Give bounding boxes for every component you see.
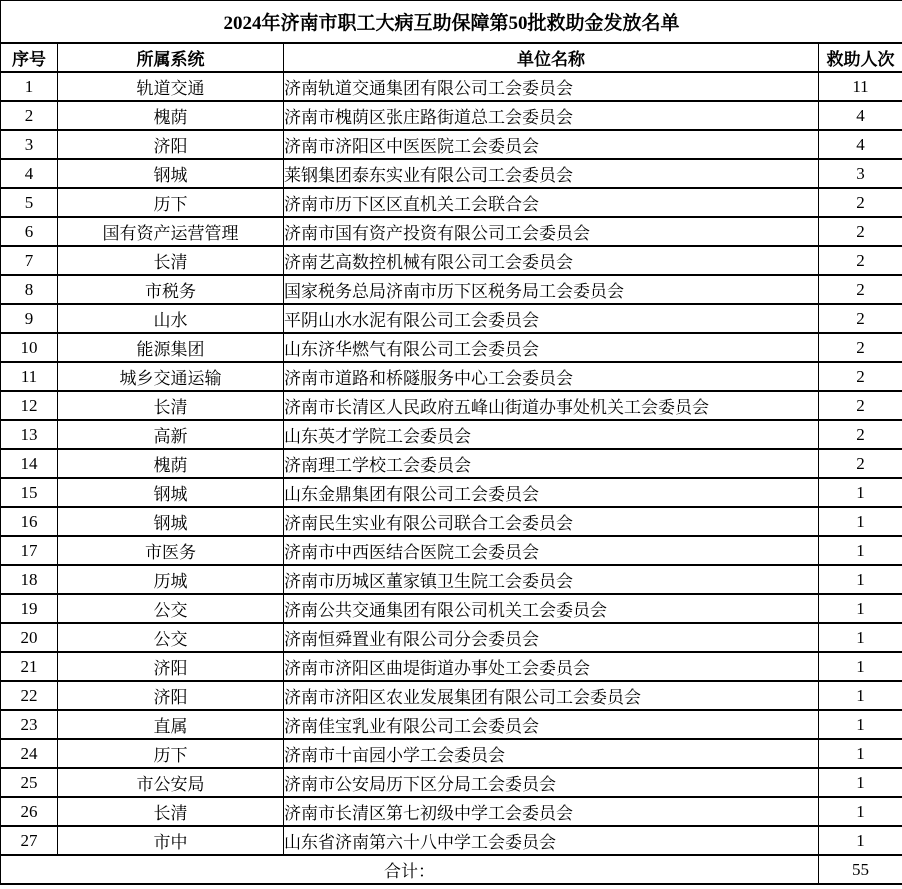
cell-serial: 15 (1, 478, 58, 507)
cell-serial: 24 (1, 739, 58, 768)
total-row (1, 855, 902, 884)
cell-system: 钢城 (58, 507, 284, 536)
cell-unit: 济南市槐荫区张庄路街道总工会委员会 (284, 101, 819, 130)
cell-count: 2 (819, 275, 902, 304)
cell-system: 历下 (58, 739, 284, 768)
cell-system: 市公安局 (58, 768, 284, 797)
cell-serial: 11 (1, 362, 58, 391)
cell-count: 1 (819, 594, 902, 623)
cell-serial: 7 (1, 246, 58, 275)
cell-system: 直属 (58, 710, 284, 739)
table-row (1, 391, 902, 420)
table-row (1, 623, 902, 652)
cell-serial: 3 (1, 130, 58, 159)
cell-count: 2 (819, 362, 902, 391)
cell-system: 市税务 (58, 275, 284, 304)
cell-unit: 山东省济南第六十八中学工会委员会 (284, 826, 819, 855)
cell-count: 1 (819, 478, 902, 507)
cell-unit: 济南市公安局历下区分局工会委员会 (284, 768, 819, 797)
cell-system: 国有资产运营管理 (58, 217, 284, 246)
cell-count: 1 (819, 507, 902, 536)
cell-unit: 济南公共交通集团有限公司机关工会委员会 (284, 594, 819, 623)
cell-system: 历下 (58, 188, 284, 217)
cell-count: 2 (819, 246, 902, 275)
cell-unit: 济南轨道交通集团有限公司工会委员会 (284, 72, 819, 101)
cell-count: 4 (819, 101, 902, 130)
table-row (1, 826, 902, 855)
cell-count: 2 (819, 217, 902, 246)
column-header-count: 救助人次 (819, 43, 902, 72)
table-row (1, 449, 902, 478)
total-label: 合计： (1, 855, 819, 884)
table-row (1, 652, 902, 681)
table-row (1, 681, 902, 710)
header-row (1, 43, 902, 72)
cell-unit: 山东英才学院工会委员会 (284, 420, 819, 449)
cell-unit: 莱钢集团泰东实业有限公司工会委员会 (284, 159, 819, 188)
table-row (1, 565, 902, 594)
cell-system: 市中 (58, 826, 284, 855)
cell-system: 长清 (58, 797, 284, 826)
cell-count: 1 (819, 565, 902, 594)
cell-system: 公交 (58, 623, 284, 652)
cell-unit: 济南市国有资产投资有限公司工会委员会 (284, 217, 819, 246)
cell-count: 1 (819, 681, 902, 710)
cell-serial: 26 (1, 797, 58, 826)
table-row (1, 739, 902, 768)
table-row (1, 768, 902, 797)
table-row (1, 710, 902, 739)
cell-serial: 18 (1, 565, 58, 594)
cell-system: 轨道交通 (58, 72, 284, 101)
cell-unit: 济南恒舜置业有限公司分会委员会 (284, 623, 819, 652)
total-value: 55 (819, 855, 902, 884)
table-row (1, 478, 902, 507)
cell-count: 1 (819, 768, 902, 797)
cell-serial: 23 (1, 710, 58, 739)
cell-unit: 国家税务总局济南市历下区税务局工会委员会 (284, 275, 819, 304)
cell-count: 4 (819, 130, 902, 159)
cell-count: 2 (819, 304, 902, 333)
cell-count: 1 (819, 652, 902, 681)
cell-count: 3 (819, 159, 902, 188)
title-row (1, 1, 902, 44)
cell-unit: 济南市道路和桥隧服务中心工会委员会 (284, 362, 819, 391)
cell-serial: 6 (1, 217, 58, 246)
cell-count: 11 (819, 72, 902, 101)
cell-count: 2 (819, 391, 902, 420)
cell-system: 济阳 (58, 681, 284, 710)
cell-system: 钢城 (58, 159, 284, 188)
cell-serial: 8 (1, 275, 58, 304)
cell-system: 钢城 (58, 478, 284, 507)
table-row (1, 130, 902, 159)
cell-serial: 9 (1, 304, 58, 333)
cell-system: 长清 (58, 391, 284, 420)
table-row (1, 304, 902, 333)
cell-serial: 4 (1, 159, 58, 188)
table-row (1, 217, 902, 246)
cell-system: 槐荫 (58, 449, 284, 478)
table-title: 2024年济南市职工大病互助保障第50批救助金发放名单 (1, 1, 902, 44)
cell-unit: 济南佳宝乳业有限公司工会委员会 (284, 710, 819, 739)
cell-unit: 济南市历下区区直机关工会联合会 (284, 188, 819, 217)
cell-count: 1 (819, 623, 902, 652)
cell-unit: 平阴山水水泥有限公司工会委员会 (284, 304, 819, 333)
cell-count: 1 (819, 536, 902, 565)
cell-unit: 济南市长清区第七初级中学工会委员会 (284, 797, 819, 826)
cell-unit: 济南民生实业有限公司联合工会委员会 (284, 507, 819, 536)
column-header-serial: 序号 (1, 43, 58, 72)
table-row (1, 275, 902, 304)
cell-serial: 17 (1, 536, 58, 565)
cell-system: 槐荫 (58, 101, 284, 130)
cell-count: 2 (819, 449, 902, 478)
cell-serial: 12 (1, 391, 58, 420)
table-row (1, 72, 902, 101)
cell-unit: 济南市历城区董家镇卫生院工会委员会 (284, 565, 819, 594)
cell-system: 公交 (58, 594, 284, 623)
cell-serial: 13 (1, 420, 58, 449)
cell-count: 2 (819, 188, 902, 217)
cell-serial: 14 (1, 449, 58, 478)
table-row (1, 362, 902, 391)
cell-count: 1 (819, 797, 902, 826)
cell-system: 历城 (58, 565, 284, 594)
cell-serial: 21 (1, 652, 58, 681)
cell-unit: 济南市济阳区农业发展集团有限公司工会委员会 (284, 681, 819, 710)
cell-unit: 济南市十亩园小学工会委员会 (284, 739, 819, 768)
cell-unit: 山东金鼎集团有限公司工会委员会 (284, 478, 819, 507)
table-row (1, 420, 902, 449)
cell-system: 市医务 (58, 536, 284, 565)
cell-unit: 济南市中西医结合医院工会委员会 (284, 536, 819, 565)
cell-serial: 22 (1, 681, 58, 710)
table-row (1, 797, 902, 826)
cell-unit: 济南市济阳区中医医院工会委员会 (284, 130, 819, 159)
table-row (1, 246, 902, 275)
cell-unit: 济南理工学校工会委员会 (284, 449, 819, 478)
cell-system: 城乡交通运输 (58, 362, 284, 391)
table-row (1, 101, 902, 130)
table-row (1, 594, 902, 623)
cell-serial: 2 (1, 101, 58, 130)
cell-unit: 济南市长清区人民政府五峰山街道办事处机关工会委员会 (284, 391, 819, 420)
cell-count: 2 (819, 420, 902, 449)
cell-serial: 1 (1, 72, 58, 101)
cell-count: 1 (819, 739, 902, 768)
table-row (1, 333, 902, 362)
cell-unit: 济南艺高数控机械有限公司工会委员会 (284, 246, 819, 275)
cell-unit: 济南市济阳区曲堤街道办事处工会委员会 (284, 652, 819, 681)
cell-serial: 25 (1, 768, 58, 797)
cell-serial: 10 (1, 333, 58, 362)
cell-system: 能源集团 (58, 333, 284, 362)
table-row (1, 507, 902, 536)
cell-system: 济阳 (58, 130, 284, 159)
cell-unit: 山东济华燃气有限公司工会委员会 (284, 333, 819, 362)
column-header-system: 所属系统 (58, 43, 284, 72)
cell-system: 山水 (58, 304, 284, 333)
table-row (1, 188, 902, 217)
table-body (1, 72, 902, 855)
cell-system: 济阳 (58, 652, 284, 681)
cell-serial: 5 (1, 188, 58, 217)
table-row (1, 159, 902, 188)
cell-count: 2 (819, 333, 902, 362)
cell-system: 高新 (58, 420, 284, 449)
cell-count: 1 (819, 826, 902, 855)
cell-system: 长清 (58, 246, 284, 275)
column-header-unit: 单位名称 (284, 43, 819, 72)
cell-serial: 27 (1, 826, 58, 855)
table-row (1, 536, 902, 565)
cell-count: 1 (819, 710, 902, 739)
cell-serial: 16 (1, 507, 58, 536)
cell-serial: 20 (1, 623, 58, 652)
cell-serial: 19 (1, 594, 58, 623)
